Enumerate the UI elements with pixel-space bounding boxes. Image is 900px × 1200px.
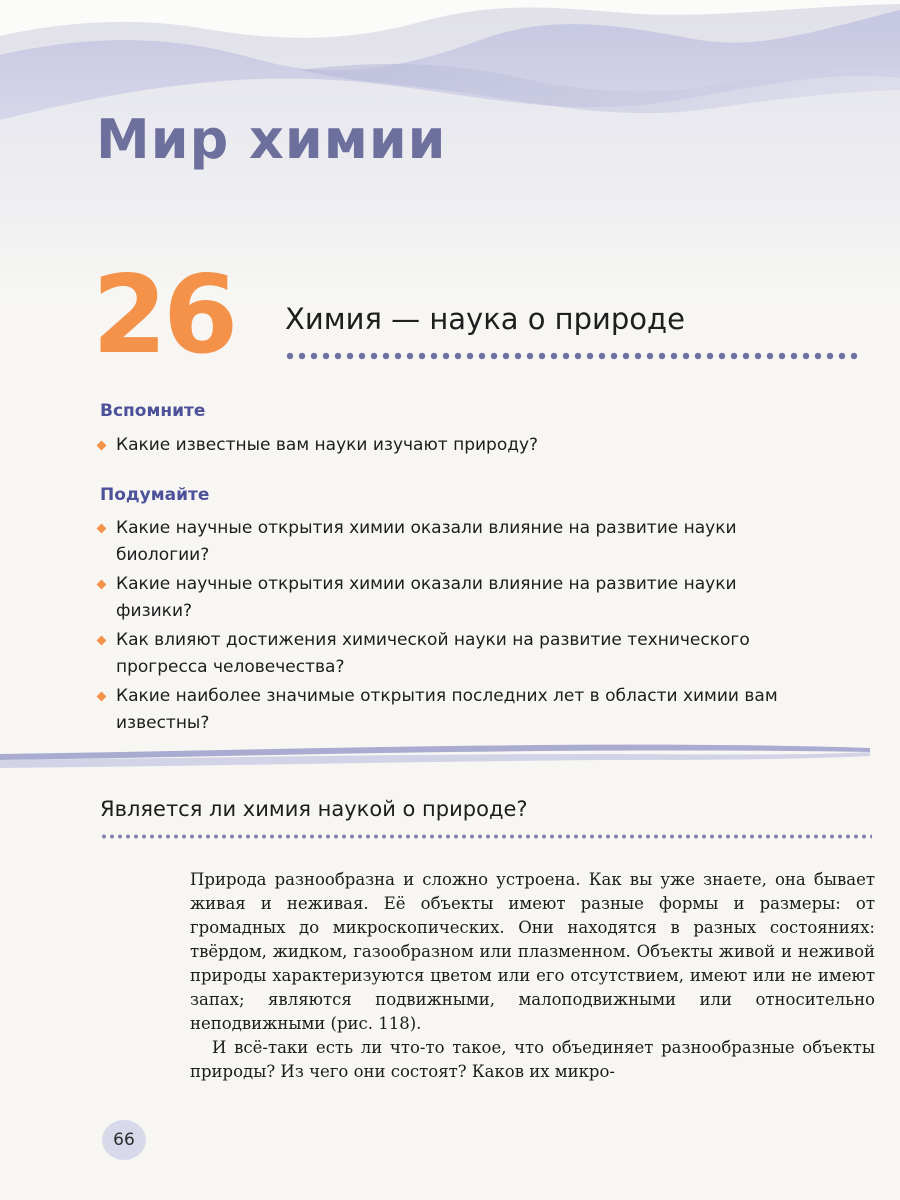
list-item [98, 571, 798, 625]
section-heading: Является ли химия наукой о природе? [100, 797, 528, 821]
list-item-text: Какие известные вам науки изучают природу? [116, 435, 539, 455]
list-item-text: Какие научные открытия химии оказали влияние на развитие науки физики? [116, 574, 737, 621]
paragraph: Природа разнообразна и сложно устроена. Как вы уже знаете, она бывает живая и неживая. Её объекты имеют разные формы и размеры: от громадных до микроскопических. Они находятся в разных состояниях: твёрдом, жидком, газообразном или плазменном. Объекты живой и неживой природы характеризуются цветом или его отсутствием, имеют или не имеют запах; являются подвижными, малоподвижными или относительно неподвижными (рис. 118). [190, 870, 875, 1033]
list-item [98, 515, 798, 569]
diamond-bullet-icon [97, 580, 107, 590]
remember-heading: Вспомните [100, 401, 206, 421]
diamond-bullet-icon [97, 636, 107, 646]
lesson-title-dotted-rule [284, 352, 862, 360]
list-item-text: Какие наиболее значимые открытия последних лет в области химии вам известны? [116, 686, 778, 733]
list-item [98, 432, 798, 459]
chapter-title: Мир химии [96, 108, 447, 171]
think-list [98, 515, 798, 739]
list-item-text: Какие научные открытия химии оказали влияние на развитие науки биологии? [116, 518, 737, 565]
lesson-title: Химия — наука о природе [285, 302, 685, 336]
section-divider-wave [0, 732, 900, 772]
diamond-bullet-icon [97, 441, 107, 451]
think-heading: Подумайте [100, 485, 210, 505]
page-number: 66 [102, 1120, 146, 1160]
list-item [98, 683, 798, 737]
diamond-bullet-icon [97, 524, 107, 534]
diamond-bullet-icon [97, 692, 107, 702]
section-heading-dotted-rule [100, 834, 872, 839]
list-item-text: Как влияют достижения химической науки на развитие технического прогресса человечества? [116, 630, 750, 677]
lesson-number: 26 [92, 253, 235, 378]
paragraph: И всё-таки есть ли что-то такое, что объединяет разнообразные объекты природы? Из чего они состоят? Каков их микро- [190, 1038, 875, 1081]
list-item [98, 627, 798, 681]
body-text [190, 868, 875, 1084]
remember-list [98, 432, 798, 461]
